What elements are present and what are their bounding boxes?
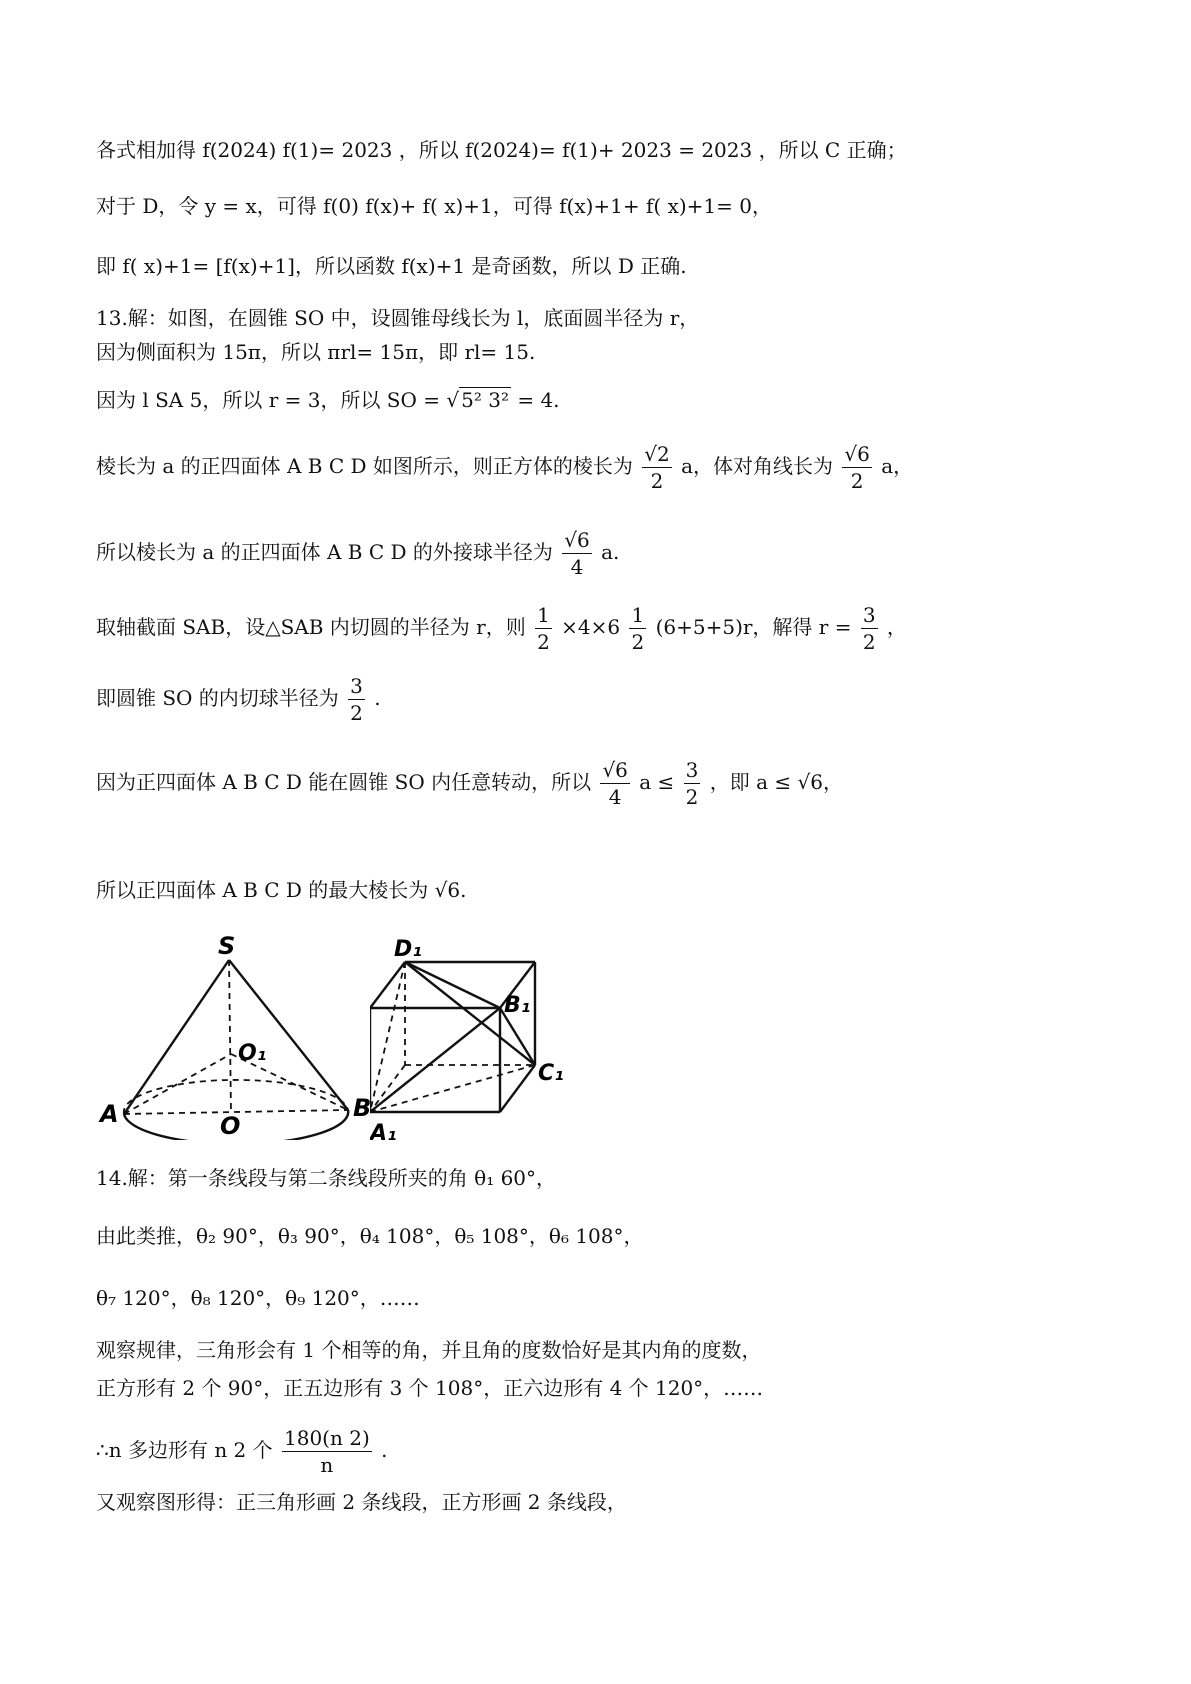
text-line-18 xyxy=(96,1428,387,1475)
fraction xyxy=(535,605,552,652)
text-segment: 即圆锥 SO 的内切球半径为 xyxy=(96,686,339,710)
denominator: 2 xyxy=(350,701,363,725)
text-line-11 xyxy=(96,760,843,807)
text-segment: 棱长为 a 的正四面体 A B C D 如图所示，则正方体的棱长为 xyxy=(96,454,633,478)
label-B: B xyxy=(353,1094,372,1122)
cube-edge xyxy=(500,1065,535,1112)
denominator: 2 xyxy=(850,469,864,493)
numerator: 3 xyxy=(685,758,699,782)
denominator: 2 xyxy=(862,630,876,654)
denominator: 2 xyxy=(631,630,645,654)
text-segment: a. xyxy=(601,540,620,564)
fraction xyxy=(348,676,365,723)
text-segment: (6+5+5)r，解得 r = xyxy=(655,615,852,639)
label-D1: D₁ xyxy=(394,937,422,962)
text-line-10 xyxy=(96,676,381,723)
text-line-6 xyxy=(96,390,560,410)
cube-figure xyxy=(370,930,620,1148)
label-C1: C₁ xyxy=(538,1061,564,1086)
cone-figure xyxy=(96,930,386,1140)
label-O: O xyxy=(220,1112,241,1140)
numerator: 180(n 2) xyxy=(284,1426,370,1450)
text-line-1: 各式相加得 f(2024) f(1)= 2023 ，所以 f(2024)= f(1)+ 2023 = 2023 ，所以 C 正确； xyxy=(96,138,907,162)
tetra-edge-A1B1 xyxy=(370,1008,500,1112)
problem-14-heading: 14.解：第一条线段与第二条线段所夹的角 θ₁ 60°， xyxy=(96,1166,557,1190)
sqrt-expression: √ 5² 3² xyxy=(446,388,509,412)
text-line-5: 因为侧面积为 15π，所以 πrl= 15π，即 rl= 15. xyxy=(96,340,536,364)
radicand: 5² 3² xyxy=(461,388,509,412)
denominator: 4 xyxy=(608,785,622,809)
numerator: √6 xyxy=(564,528,590,552)
fraction xyxy=(600,760,629,807)
text-segment: a，体对角线长为 xyxy=(681,454,834,478)
text-segment: ∴n 多边形有 n 2 个 xyxy=(96,1438,273,1462)
text-segment: = 4. xyxy=(510,388,560,412)
cone-edge-SA xyxy=(124,960,229,1114)
text-line-12: 所以正四面体 A B C D 的最大棱长为 √6. xyxy=(96,878,467,902)
cone-edge-SB xyxy=(229,960,348,1110)
text-segment: a， xyxy=(881,454,914,478)
text-line-9 xyxy=(96,605,907,652)
fraction xyxy=(842,444,871,491)
denominator: n xyxy=(320,1453,334,1477)
numerator: 1 xyxy=(631,603,645,627)
text-line-2: 对于 D，令 y = x，可得 f(0) f(x)+ f( x)+1，可得 f(x)+1+ f( x)+1= 0， xyxy=(96,194,772,218)
numerator: 3 xyxy=(350,674,363,698)
fraction xyxy=(562,530,591,577)
problem-13-heading: 13.解：如图，在圆锥 SO 中，设圆锥母线长为 l，底面圆半径为 r， xyxy=(96,306,700,330)
tetra-edge-A1C1 xyxy=(370,1065,535,1112)
numerator: √6 xyxy=(844,442,870,466)
label-B1: B₁ xyxy=(504,993,531,1018)
text-segment: 因为 l SA 5，所以 r = 3，所以 SO = xyxy=(96,388,447,412)
numerator: 1 xyxy=(537,603,550,627)
text-line-17: 正方形有 2 个 90°，正五边形有 3 个 108°，正六边形有 4 个 120°，…… xyxy=(96,1376,764,1400)
text-segment: a ≤ xyxy=(639,770,675,794)
fraction xyxy=(861,605,878,652)
label-S: S xyxy=(218,932,236,960)
text-line-8 xyxy=(96,530,619,577)
numerator: √6 xyxy=(602,758,628,782)
cone-axis-SO xyxy=(229,960,231,1113)
text-segment: ， xyxy=(886,615,907,639)
numerator: 3 xyxy=(862,603,876,627)
text-line-19: 又观察图形得：正三角形画 2 条线段，正方形画 2 条线段， xyxy=(96,1490,627,1514)
label-O1: O₁ xyxy=(238,1041,267,1066)
fraction xyxy=(684,760,701,807)
denominator: 2 xyxy=(537,630,550,654)
text-line-15: θ₇ 120°，θ₈ 120°，θ₉ 120°，…… xyxy=(96,1286,420,1310)
text-segment: ，即 a ≤ √6， xyxy=(709,770,843,794)
numerator: √2 xyxy=(644,442,670,466)
fraction xyxy=(282,1428,372,1475)
fraction xyxy=(642,444,671,491)
text-segment: . xyxy=(374,686,381,710)
denominator: 2 xyxy=(650,469,664,493)
segment-AO1 xyxy=(124,1054,231,1114)
cone-base-back xyxy=(124,1080,348,1114)
text-line-14: 由此类推，θ₂ 90°，θ₃ 90°，θ₄ 108°，θ₅ 108°，θ₆ 108°， xyxy=(96,1224,644,1248)
text-line-16: 观察规律，三角形会有 1 个相等的角，并且角的度数恰好是其内角的度数， xyxy=(96,1338,762,1362)
text-segment: . xyxy=(381,1438,388,1462)
text-segment: 因为正四面体 A B C D 能在圆锥 SO 内任意转动，所以 xyxy=(96,770,592,794)
denominator: 2 xyxy=(685,785,699,809)
text-line-7 xyxy=(96,444,913,491)
fraction xyxy=(629,605,646,652)
text-segment: 所以棱长为 a 的正四面体 A B C D 的外接球半径为 xyxy=(96,540,553,564)
text-segment: ×4×6 xyxy=(561,615,621,639)
denominator: 4 xyxy=(570,555,584,579)
label-A1: A₁ xyxy=(370,1121,397,1146)
text-segment: 取轴截面 SAB，设△SAB 内切圆的半径为 r，则 xyxy=(96,615,526,639)
text-line-3: 即 f( x)+1= [f(x)+1]，所以函数 f(x)+1 是奇函数，所以 D 正确. xyxy=(96,254,687,278)
label-A: A xyxy=(100,1100,119,1128)
